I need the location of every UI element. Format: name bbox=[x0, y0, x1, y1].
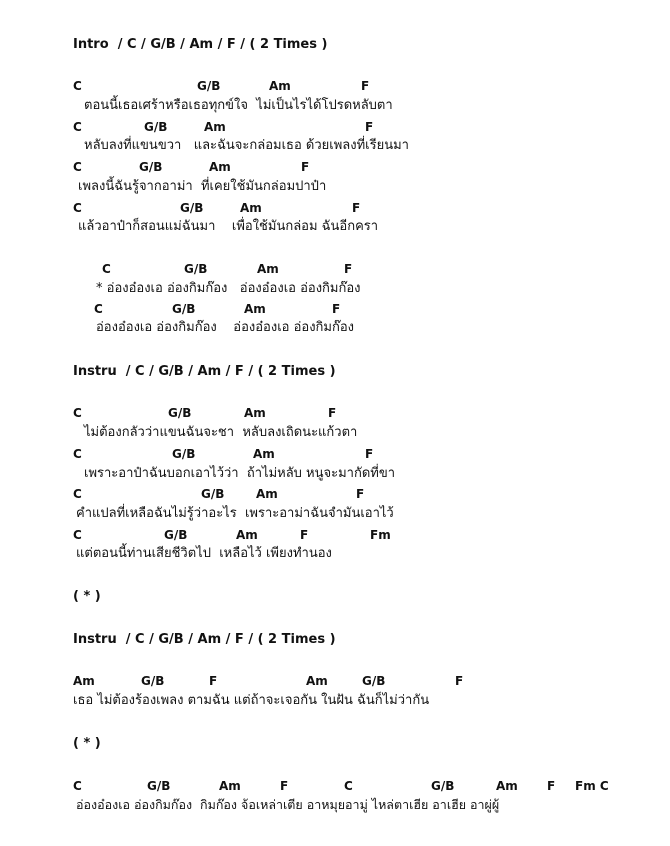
chord: G/B bbox=[184, 262, 208, 276]
chord: F bbox=[300, 528, 309, 542]
chord: Am bbox=[253, 447, 275, 461]
section-instru: Instru / C / G/B / Am / F / ( 2 Times ) bbox=[73, 632, 336, 647]
chord: Am bbox=[73, 674, 95, 688]
chord: F bbox=[365, 120, 374, 134]
lyric-line: อ่องอ๋องเอ อ่องกิมก๊อง อ่องอ๋องเอ อ่องกิมก๊อง bbox=[96, 320, 355, 335]
chord: F bbox=[455, 674, 464, 688]
chord: G/B bbox=[362, 674, 386, 688]
lyric-line: อ่องอ๋องเอ อ่องกิมก๊อง กิมก๊อง จ้อเหล่าเตีย อาหมุยอามู่ ไหล่ตาเฮีย อาเฮีย อาผู่ผู้ bbox=[76, 797, 500, 812]
lyric-line: แต่ตอนนี้ท่านเสียชีวิตไป เหลือไว้ เพียงทำนอง bbox=[76, 546, 332, 561]
chord: F bbox=[356, 487, 365, 501]
chord: C bbox=[73, 779, 82, 793]
chord: Am bbox=[257, 262, 279, 276]
chord: Fm C bbox=[575, 779, 609, 793]
chord: Am bbox=[209, 160, 231, 174]
chord: Am bbox=[306, 674, 328, 688]
chord: G/B bbox=[180, 201, 204, 215]
chord: G/B bbox=[197, 79, 221, 93]
chord: F bbox=[280, 779, 289, 793]
chord: F bbox=[361, 79, 370, 93]
chord: C bbox=[73, 201, 82, 215]
chord: F bbox=[209, 674, 218, 688]
chord: C bbox=[73, 79, 82, 93]
chord: C bbox=[344, 779, 353, 793]
chord: G/B bbox=[141, 674, 165, 688]
lyric-line: เพลงนี้ฉันรู้จากอาม่า ที่เคยใช้มันกล่อมปาป๋า bbox=[78, 179, 327, 194]
lyric-line: หลับลงที่แขนขวา และฉันจะกล่อมเธอ ด้วยเพลงที่เรียนมา bbox=[84, 138, 409, 153]
chord: Am bbox=[244, 406, 266, 420]
chord: C bbox=[73, 487, 82, 501]
chord: F bbox=[301, 160, 310, 174]
chord: C bbox=[73, 160, 82, 174]
chord: C bbox=[73, 406, 82, 420]
chord: Am bbox=[219, 779, 241, 793]
chord: Fm bbox=[370, 528, 391, 542]
chord: C bbox=[102, 262, 111, 276]
chord: Am bbox=[204, 120, 226, 134]
chord: Am bbox=[269, 79, 291, 93]
chord: Am bbox=[256, 487, 278, 501]
chord: Am bbox=[496, 779, 518, 793]
lyric-line: * อ่องอ๋องเอ อ่องกิมก๊อง อ่องอ๋องเอ อ่องกิมก๊อง bbox=[96, 281, 361, 296]
lyric-line: คำแปลที่เหลือฉันไม่รู้ว่าอะไร เพราะอาม่าฉันจำมันเอาไว้ bbox=[76, 506, 394, 521]
chord: F bbox=[365, 447, 374, 461]
chord: F bbox=[344, 262, 353, 276]
chord: C bbox=[73, 528, 82, 542]
chord: F bbox=[547, 779, 556, 793]
lyric-line: เธอ ไม่ต้องร้องเพลง ตามฉัน แต่ถ้าจะเจอกัน ในฝัน ฉันก็ไม่ว่ากัน bbox=[73, 693, 430, 708]
chord: F bbox=[352, 201, 361, 215]
lyric-line: ตอนนี้เธอเศร้าหรือเธอทุกข์ใจ ไม่เป็นไรได้โปรดหลับตา bbox=[84, 98, 393, 113]
chord: G/B bbox=[147, 779, 171, 793]
chord: C bbox=[73, 120, 82, 134]
chord: Am bbox=[240, 201, 262, 215]
chord: G/B bbox=[201, 487, 225, 501]
chord: G/B bbox=[139, 160, 163, 174]
lyric-line: ไม่ต้องกลัวว่าแขนฉันจะชา หลับลงเถิดนะแก้วตา bbox=[84, 425, 358, 440]
chord: G/B bbox=[144, 120, 168, 134]
chord: G/B bbox=[172, 447, 196, 461]
chord: C bbox=[73, 447, 82, 461]
chord: Am bbox=[236, 528, 258, 542]
lyric-line: เพราะอาป๋าฉันบอกเอาไว้ว่า ถ้าไม่หลับ หนูจะมากัดที่ขา bbox=[84, 466, 396, 481]
section-intro: Intro / C / G/B / Am / F / ( 2 Times ) bbox=[73, 37, 328, 52]
lyric-line: แล้วอาป๋าก็สอนแม่ฉันมา เพื่อใช้มันกล่อม ฉันอีกครา bbox=[78, 219, 379, 234]
section-instru: Instru / C / G/B / Am / F / ( 2 Times ) bbox=[73, 364, 336, 379]
chord: G/B bbox=[168, 406, 192, 420]
chord: Am bbox=[244, 302, 266, 316]
chorus-reference: ( * ) bbox=[73, 589, 101, 604]
chord: G/B bbox=[164, 528, 188, 542]
chord: G/B bbox=[431, 779, 455, 793]
chord: C bbox=[94, 302, 103, 316]
chord: G/B bbox=[172, 302, 196, 316]
chord: F bbox=[328, 406, 337, 420]
chord: F bbox=[332, 302, 341, 316]
chorus-reference: ( * ) bbox=[73, 736, 101, 751]
